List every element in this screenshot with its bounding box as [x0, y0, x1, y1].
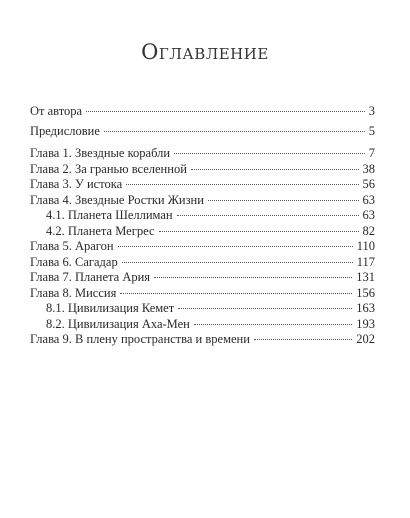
- dot-leader: [154, 277, 352, 278]
- toc-entry-label: Глава 7. Планета Ария: [30, 270, 151, 284]
- toc-entry-page: 3: [368, 104, 375, 118]
- toc-entry-page: 163: [356, 301, 375, 315]
- toc-entry-page: 131: [356, 270, 375, 284]
- toc-entry-page: 82: [362, 223, 375, 238]
- dot-leader: [194, 324, 352, 325]
- toc-entry-label: Глава 9. В плену пространства и времени: [30, 332, 250, 346]
- toc-entry: [30, 239, 375, 255]
- toc-entry: [30, 162, 375, 178]
- toc-entry-page: 202: [356, 332, 375, 346]
- toc-entry-page: 56: [362, 177, 375, 191]
- toc-entry-page: 117: [356, 254, 375, 269]
- toc-entry-page: 63: [362, 192, 375, 207]
- chapter-list: [30, 146, 375, 348]
- toc-entry-label: 8.1. Цивилизация Кемет: [46, 301, 175, 315]
- toc-entry-page: 7: [368, 146, 375, 160]
- page-title: Оглавление: [141, 40, 269, 64]
- dot-leader: [86, 111, 365, 112]
- toc-entry: [30, 332, 375, 348]
- dot-leader: [178, 308, 352, 309]
- toc-entry-page: 38: [362, 161, 375, 176]
- toc-entry-label: 4.1. Планета Шеллиман: [46, 208, 173, 222]
- dot-leader: [122, 262, 353, 263]
- toc-entry-label: Глава 3. У истока: [30, 177, 123, 191]
- dot-leader: [126, 184, 358, 185]
- front-matter-list: [30, 101, 375, 141]
- toc-entry-label: Глава 1. Звездные корабли: [30, 146, 171, 160]
- toc-entry: [30, 270, 375, 286]
- dot-leader: [191, 169, 359, 170]
- toc-subentry: [30, 301, 375, 317]
- dot-leader: [254, 339, 352, 340]
- dot-leader: [174, 153, 365, 154]
- toc-entry-label: От автора: [30, 104, 83, 118]
- toc-entry: [30, 255, 375, 271]
- toc-entry: [30, 101, 375, 121]
- toc-entry: [30, 146, 375, 162]
- toc-entry-label: Глава 6. Сагадар: [30, 254, 118, 269]
- toc-entry-label: 4.2. Планета Мегрес: [46, 223, 155, 238]
- toc-entry-label: Предисловие: [30, 124, 100, 138]
- toc-entry: [30, 121, 375, 141]
- toc-entry-label: Глава 2. За гранью вселенной: [30, 161, 187, 176]
- toc-subentry: [30, 208, 375, 224]
- dot-leader: [177, 215, 359, 216]
- toc-entry-page: 63: [362, 208, 375, 222]
- toc-entry: [30, 193, 375, 209]
- toc-entry-label: Глава 5. Арагон: [30, 239, 114, 253]
- dot-leader: [120, 293, 352, 294]
- toc-entry-page: 156: [356, 285, 375, 300]
- toc-entry-label: Глава 8. Миссия: [30, 285, 117, 300]
- toc-entry-label: Глава 4. Звездные Ростки Жизни: [30, 192, 204, 207]
- toc-entry: [30, 286, 375, 302]
- dot-leader: [208, 200, 359, 201]
- dot-leader: [104, 131, 365, 132]
- toc-subentry: [30, 224, 375, 240]
- toc-entry-page: 110: [356, 239, 375, 253]
- toc-entry: [30, 177, 375, 193]
- toc-entry-page: 5: [368, 124, 375, 138]
- toc-subentry: [30, 317, 375, 333]
- dot-leader: [118, 246, 353, 247]
- toc-entry-page: 193: [356, 316, 375, 331]
- dot-leader: [159, 231, 359, 232]
- toc-entry-label: 8.2. Цивилизация Аха-Мен: [46, 316, 190, 331]
